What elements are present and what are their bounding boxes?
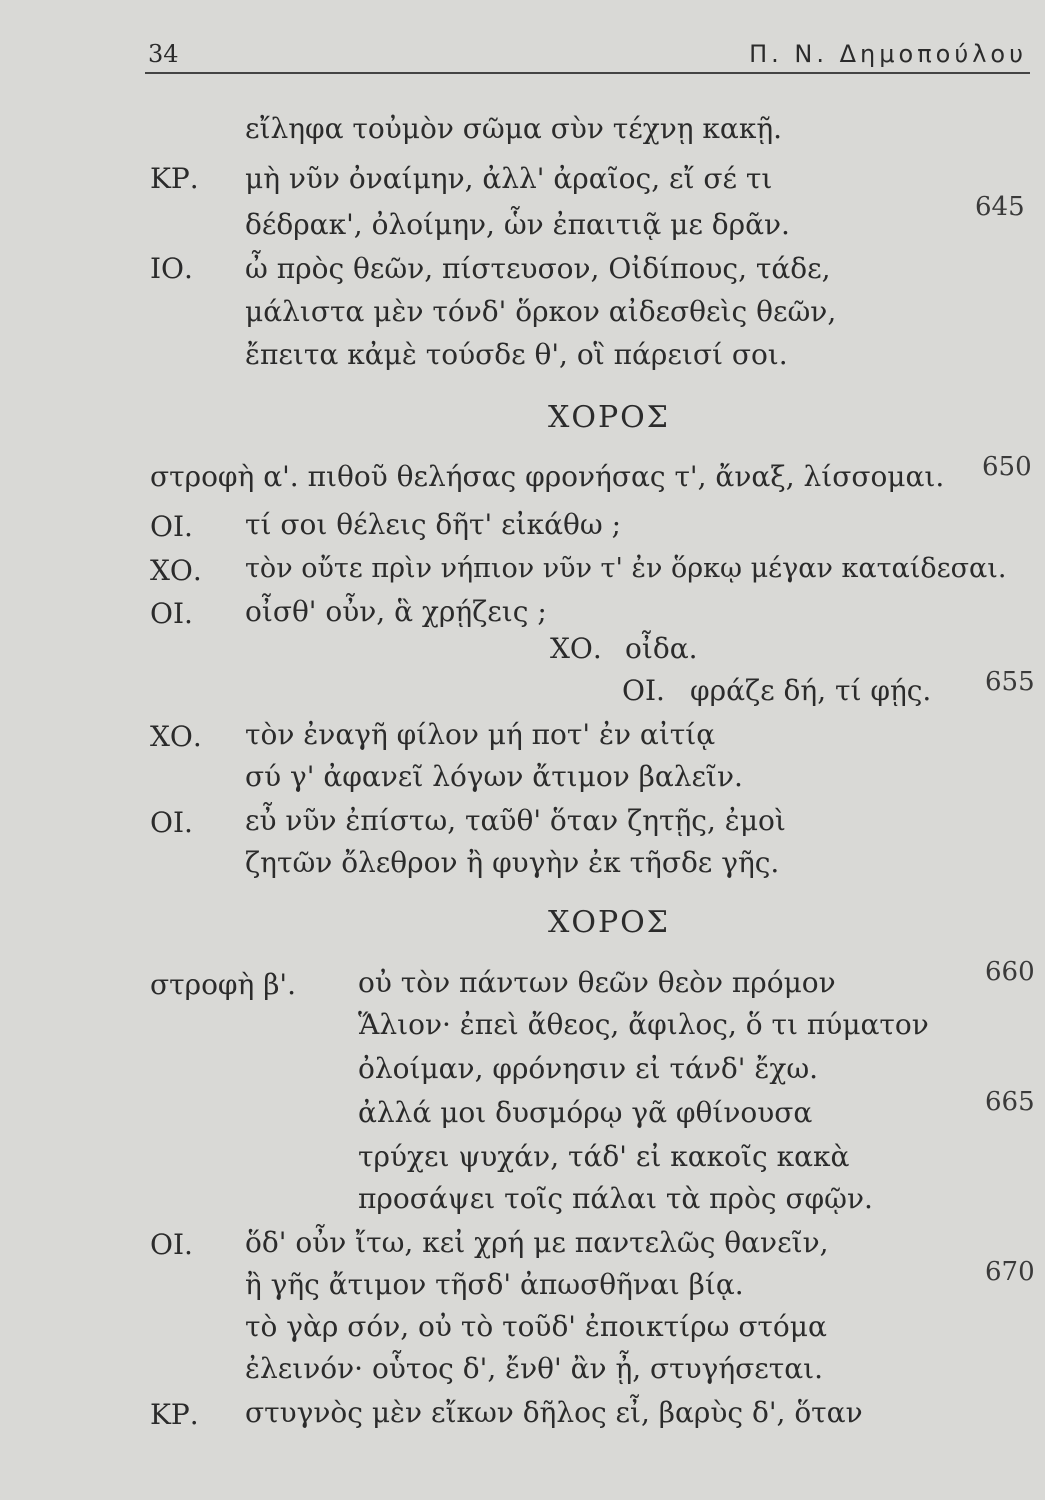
line-number: 645	[975, 192, 1025, 222]
verse-line: μὴ νῦν ὀναίμην, ἀλλ' ἀραῖος, εἴ σέ τι	[245, 162, 773, 195]
verse-line: τρύχει ψυχάν, τάδ' εἰ κακοῖς κακὰ	[358, 1140, 850, 1173]
speaker-label: ΧΟ.	[150, 720, 202, 753]
line-number: 650	[982, 452, 1032, 482]
speaker-label: ΟΙ.	[150, 597, 193, 630]
speaker-label: ΟΙ.	[150, 806, 193, 839]
verse-line: ὦ πρὸς θεῶν, πίστευσον, Οἰδίπους, τάδε,	[245, 252, 831, 285]
line-number: 655	[985, 667, 1035, 697]
line-number: 670	[985, 1257, 1035, 1287]
line-number: 660	[985, 957, 1035, 987]
verse-line: σύ γ' ἀφανεῖ λόγων ἄτιμον βαλεῖν.	[245, 760, 743, 793]
verse-line: ἀλλά μοι δυσμόρῳ γᾶ φθίνουσα	[358, 1096, 813, 1129]
speaker-label: ΧΟ.	[550, 632, 602, 665]
verse-line: ἢ γῆς ἄτιμον τῆσδ' ἀπωσθῆναι βίᾳ.	[245, 1268, 744, 1301]
speaker-label: ΟΙ.	[622, 674, 665, 707]
verse-line: ὀλοίμαν, φρόνησιν εἰ τάνδ' ἔχω.	[358, 1052, 819, 1085]
verse-line: τὸν ἐναγῆ φίλον μή ποτ' ἐν αἰτίᾳ	[245, 718, 716, 751]
verse-line: Ἅλιον· ἐπεὶ ἄθεος, ἄφιλος, ὅ τι πύματον	[358, 1008, 929, 1041]
header-rule	[145, 72, 1030, 74]
running-header-author: Π. Ν. Δημοπούλου	[749, 40, 1027, 68]
speaker-label: ΧΟ.	[150, 554, 202, 587]
speaker-label: ΙΟ.	[150, 252, 193, 285]
verse-line: προσάψει τοῖς πάλαι τὰ πρὸς σφῷν.	[358, 1182, 873, 1215]
verse-line: οἶσθ' οὖν, ἃ χρῄζεις ;	[245, 595, 547, 628]
verse-line: ἐλεινόν· οὗτος δ', ἔνθ' ἂν ᾖ, στυγήσεται.	[245, 1352, 824, 1385]
speaker-label: ΟΙ.	[150, 1228, 193, 1261]
verse-line: οἶδα.	[625, 632, 698, 665]
verse-line: μάλιστα μὲν τόνδ' ὅρκον αἰδεσθεὶς θεῶν,	[245, 295, 837, 328]
page-number: 34	[148, 40, 179, 68]
strophe-a-line: στροφὴ α'. πιθοῦ θελήσας φρονήσας τ', ἄναξ, λίσσομαι.	[150, 460, 945, 493]
verse-line: ἔπειτα κἀμὲ τούσδε θ', οἳ πάρεισί σοι.	[245, 338, 788, 371]
verse-line: εἴληφα τοὐμὸν σῶμα σὺν τέχνῃ κακῇ.	[245, 112, 783, 145]
verse-line: τὸν οὔτε πρὶν νήπιον νῦν τ' ἐν ὅρκῳ μέγαν καταίδεσαι.	[245, 553, 1007, 584]
verse-line: στυγνὸς μὲν εἴκων δῆλος εἶ, βαρὺς δ', ὅταν	[245, 1396, 863, 1429]
speaker-label: ΚΡ.	[150, 1398, 199, 1431]
verse-line: ὅδ' οὖν ἴτω, κεἰ χρή με παντελῶς θανεῖν,	[245, 1226, 829, 1259]
verse-line: τὸ γὰρ σόν, οὐ τὸ τοῦδ' ἐποικτίρω στόμα	[245, 1310, 827, 1343]
verse-line: οὐ τὸν πάντων θεῶν θεὸν πρόμον	[358, 966, 836, 999]
chorus-heading: ΧΟΡΟΣ	[548, 400, 670, 435]
line-number: 665	[985, 1087, 1035, 1117]
verse-line: εὖ νῦν ἐπίστω, ταῦθ' ὅταν ζητῇς, ἐμοὶ	[245, 804, 786, 837]
verse-line: φράζε δή, τί φῄς.	[690, 674, 932, 707]
verse-line: τί σοι θέλεις δῆτ' εἰκάθω ;	[245, 508, 622, 541]
strophe-b-label: στροφὴ β'.	[150, 968, 296, 1001]
verse-line: ζητῶν ὄλεθρον ἢ φυγὴν ἐκ τῆσδε γῆς.	[245, 846, 780, 879]
speaker-label: ΚΡ.	[150, 162, 199, 195]
verse-line: δέδρακ', ὀλοίμην, ὧν ἐπαιτιᾷ με δρᾶν.	[245, 208, 790, 241]
chorus-heading: ΧΟΡΟΣ	[548, 905, 670, 940]
speaker-label: ΟΙ.	[150, 510, 193, 543]
